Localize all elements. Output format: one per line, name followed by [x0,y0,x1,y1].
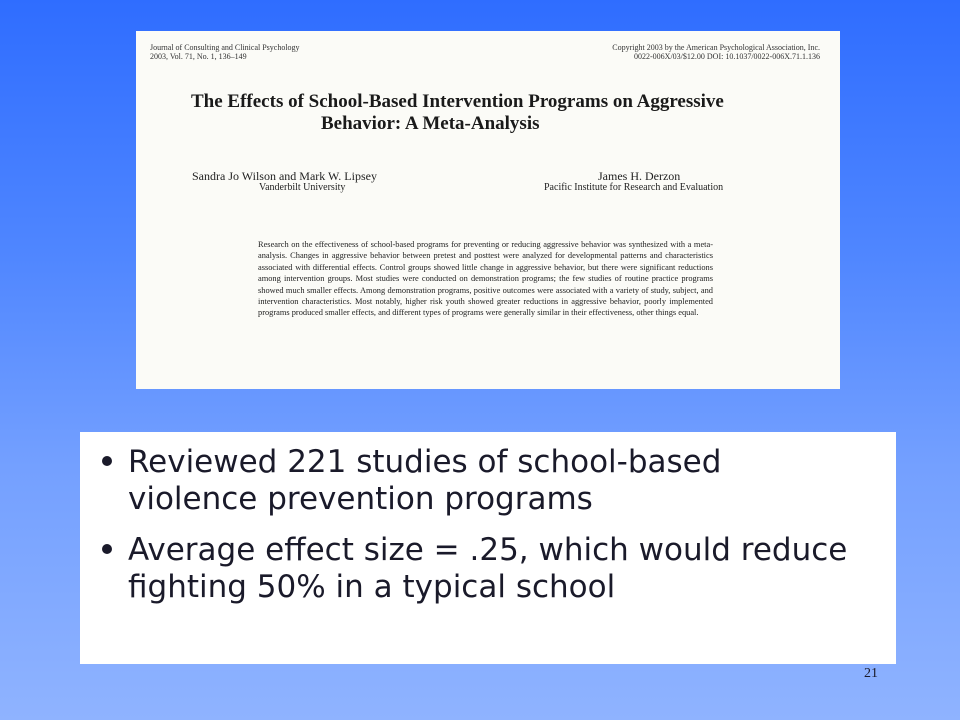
author1-name: Sandra Jo Wilson and Mark W. Lipsey [192,169,377,183]
bullet-list [92,444,856,606]
bullet-text: Average effect size = .25, which would reduce fighting 50% in a typical school [128,532,848,605]
author-block-2 [544,170,723,194]
bullet-item [92,444,856,518]
journal-citation [150,43,300,61]
copyright-notice [612,43,820,61]
article-title [191,91,791,135]
article-abstract: Research on the effectiveness of school-based programs for preventing or reducing aggressive behavior was synthesized with a meta-analysis. Changes in aggressive behavior between pretest and posttest were analyzed for developmental patterns and characteristics associated with differential effects. Control groups showed little change in aggressive behavior, but there were significant reductions among intervention groups. Most studies were conducted on demonstration programs; the few studies of routine practice programs showed much smaller effects. Among demonstration programs, positive outcomes were associated with a variety of study, subject, and intervention characteristics. Most notably, higher risk youth showed greater reductions in aggressive behavior, poorly implemented programs produced smaller effects, and different types of programs were generally similar in their effectiveness, other things equal. [258,240,713,318]
journal-name: Journal of Consulting and Clinical Psychology [150,43,300,52]
slide-number: 21 [864,666,878,681]
article-title-line2: Behavior: A Meta-Analysis [321,113,540,134]
author2-name: James H. Derzon [598,169,681,183]
journal-article-image [136,31,840,389]
bullet-dot-icon [102,456,112,466]
bullet-dot-icon [102,544,112,554]
bullet-panel [80,432,896,664]
doi-line: 0022-006X/03/$12.00 DOI: 10.1037/0022-006X.71.1.136 [634,52,820,61]
bullet-item [92,532,856,606]
journal-volume: 2003, Vol. 71, No. 1, 136–149 [150,52,247,61]
author2-affiliation: Pacific Institute for Research and Evaluation [544,182,724,193]
author1-affiliation: Vanderbilt University [259,182,346,193]
bullet-text: Reviewed 221 studies of school-based violence prevention programs [128,444,722,517]
copyright-line: Copyright 2003 by the American Psychological Association, Inc. [612,43,820,52]
author-block-1 [192,170,377,194]
article-title-line1: The Effects of School-Based Intervention Programs on Aggressive [191,91,724,112]
